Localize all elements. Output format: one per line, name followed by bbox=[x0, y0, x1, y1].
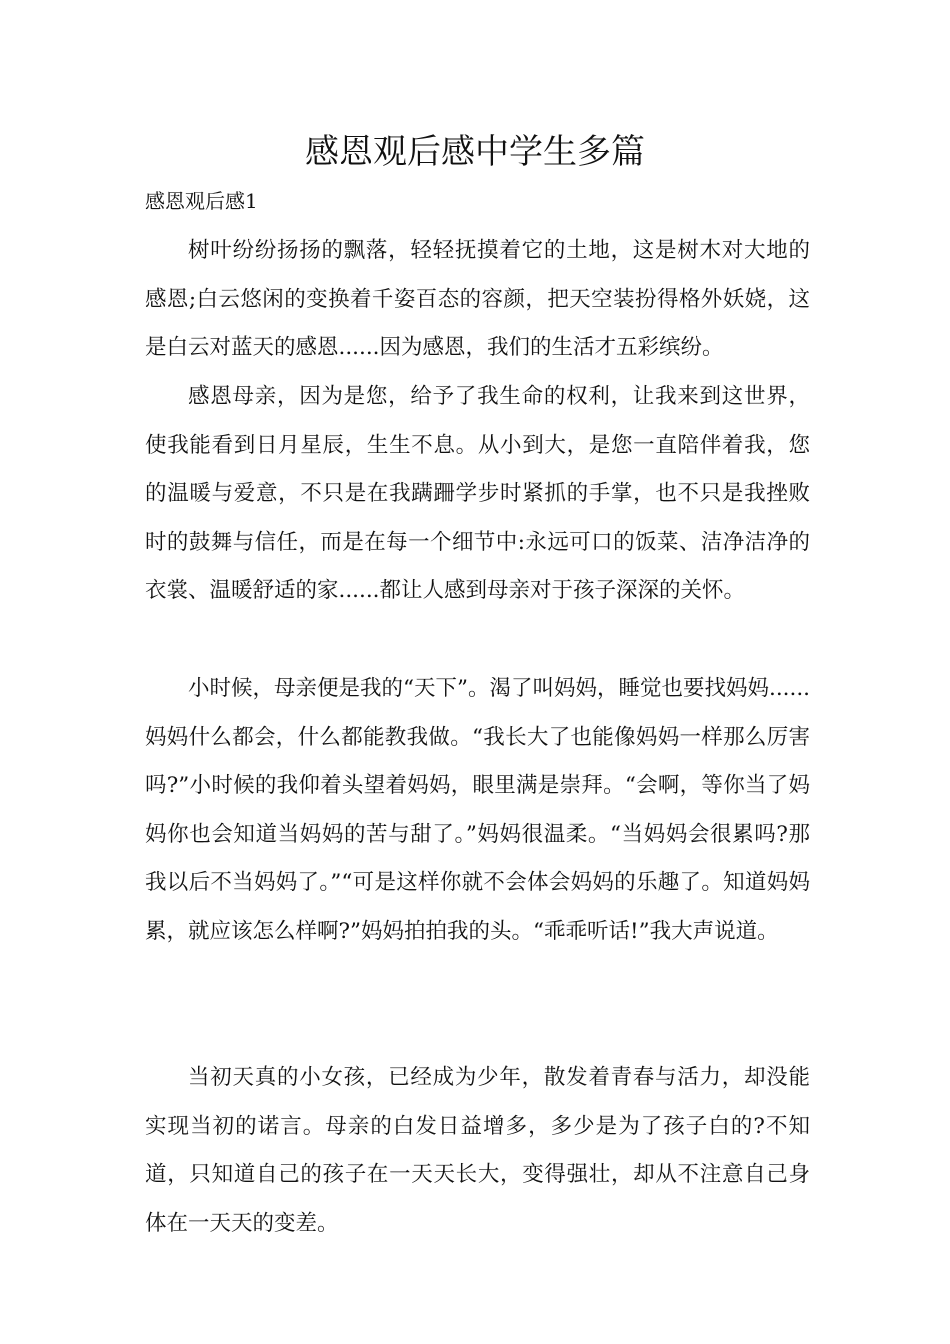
paragraph-4: 当初天真的小女孩，已经成为少年，散发着青春与活力，却没能实现当初的诺言。母亲的白发日益增多，多少是为了孩子白的?不知道，只知道自己的孩子在一天天长大，变得强壮，却从不注意自己身体在一天天的变差。 bbox=[145, 1065, 810, 1236]
document-title: 感恩观后感中学生多篇 bbox=[305, 132, 645, 172]
paragraph-1: 树叶纷纷扬扬的飘落，轻轻抚摸着它的土地，这是树木对大地的感恩;白云悠闲的变换着千姿百态的容颜，把天空装扮得格外妖娆，这是白云对蓝天的感恩......因为感恩，我们的生活才五彩缤纷。 bbox=[145, 238, 810, 360]
paragraph-3: 小时候，母亲便是我的“天下”。渴了叫妈妈，睡觉也要找妈妈......妈妈什么都会，什么都能教我做。“我长大了也能像妈妈一样那么厉害吗?”小时候的我仰着头望着妈妈，眼里满是崇拜。“会啊，等你当了妈妈你也会知道当妈妈的苦与甜了。”妈妈很温柔。“当妈妈会很累吗?那我以后不当妈妈了。”“可是这样你就不会体会妈妈的乐趣了。知道妈妈累，就应该怎么样啊?”妈妈拍拍我的头。“乖乖听话!”我大声说道。 bbox=[145, 676, 810, 944]
paragraph-2: 感恩母亲，因为是您，给予了我生命的权利，让我来到这世界，使我能看到日月星辰，生生不息。从小到大，是您一直陪伴着我，您的温暖与爱意，不只是在我蹒跚学步时紧抓的手掌，也不只是我挫败时的鼓舞与信任，而是在每一个细节中:永远可口的饭菜、洁净洁净的衣裳、温暖舒适的家......都让人感到母亲对于孩子深深的关怀。 bbox=[145, 384, 810, 603]
section-heading: 感恩观后感1 bbox=[145, 189, 258, 213]
